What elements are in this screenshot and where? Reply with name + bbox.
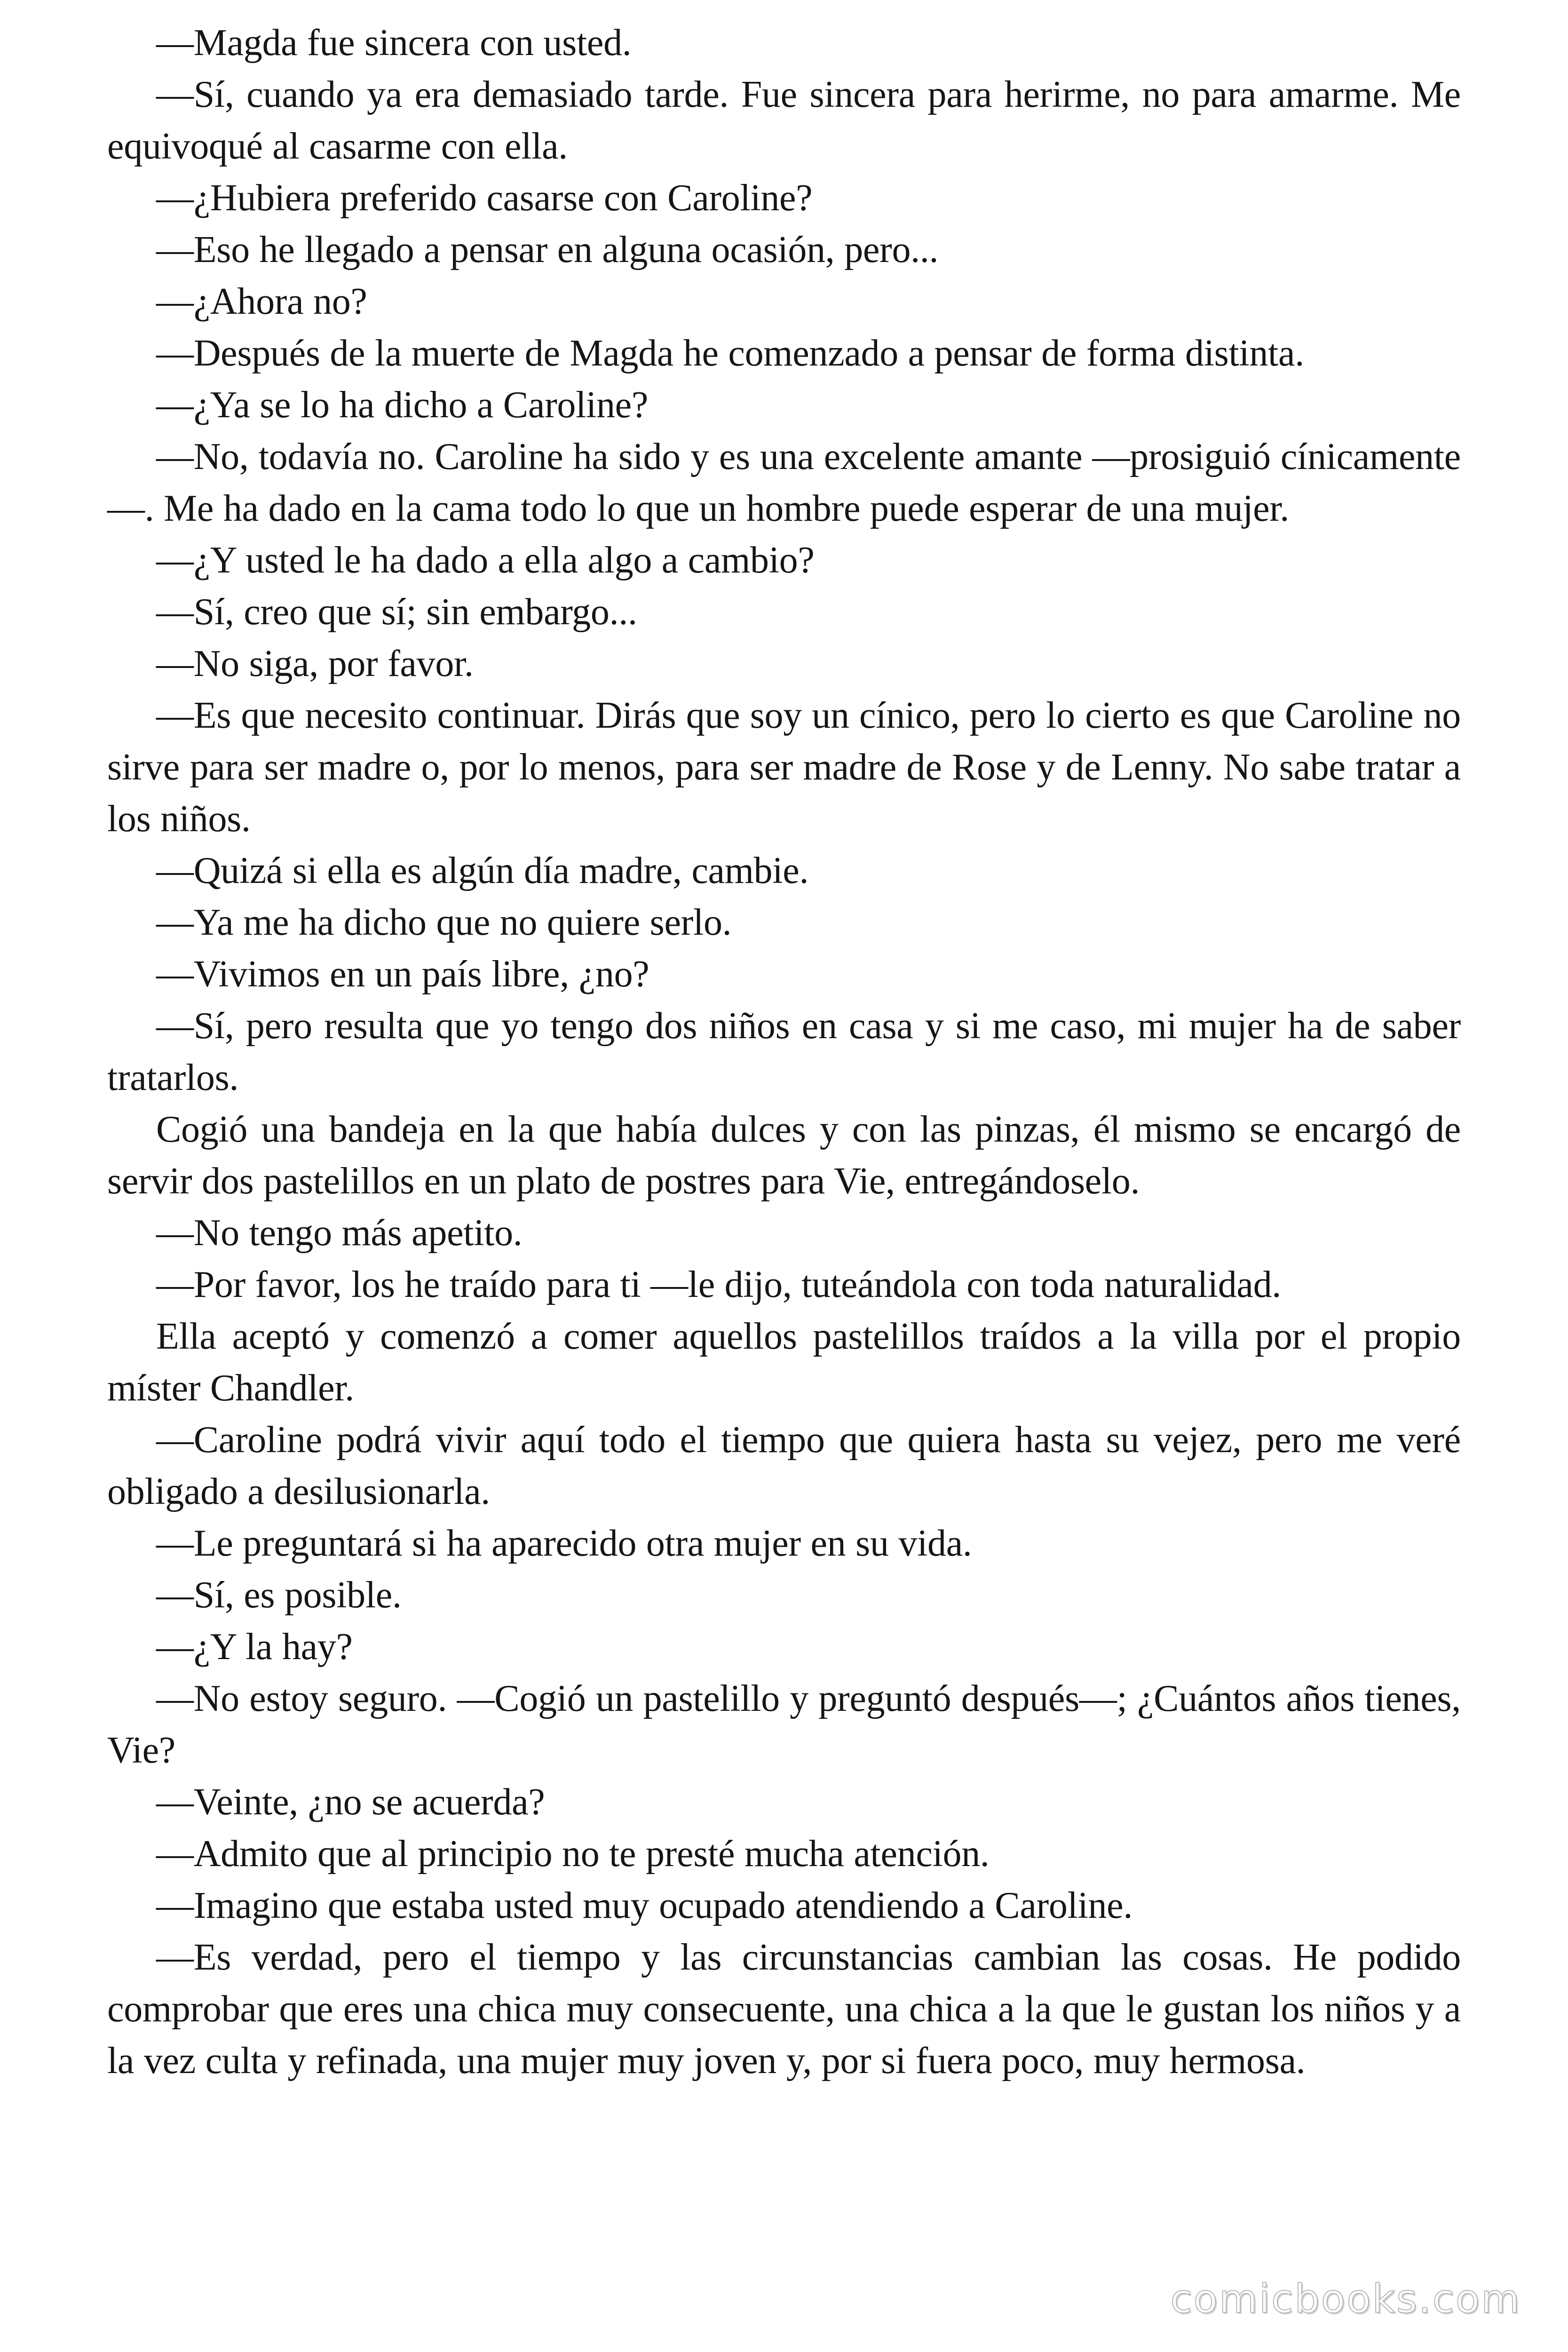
paragraph: —Es que necesito continuar. Dirás que soy un cínico, pero lo cierto es que Caroline no sirve para ser madre o, por lo menos, para ser madre de Rose y de Lenny. No sabe tratar a los niños.	[107, 695, 1461, 840]
paragraph: —Caroline podrá vivir aquí todo el tiempo que quiera hasta su vejez, pero me veré obligado a desilusionarla.	[107, 1419, 1461, 1512]
paragraph: Cogió una bandeja en la que había dulces y con las pinzas, él mismo se encargó de servir dos pastelillos en un plato de postres para Vie, entregándoselo.	[107, 1109, 1461, 1202]
paragraph: —Después de la muerte de Magda he comenzado a pensar de forma distinta.	[156, 333, 1304, 374]
paragraph: —Vivimos en un país libre, ¿no?	[156, 954, 649, 995]
paragraph: —Sí, creo que sí; sin embargo...	[156, 591, 637, 633]
paragraph: —Magda fue sincera con usted.	[156, 22, 632, 64]
paragraph: —Sí, cuando ya era demasiado tarde. Fue sincera para herirme, no para amarme. Me equivoqué al casarme con ella.	[107, 74, 1461, 167]
paragraph: —Quizá si ella es algún día madre, cambie.	[156, 850, 809, 891]
paragraph: —No siga, por favor.	[156, 643, 474, 684]
paragraph: —Es verdad, pero el tiempo y las circunstancias cambian las cosas. He podido comprobar que eres una chica muy consecuente, una chica a la que le gustan los niños y a la vez culta y refinada, una mujer muy joven y, por si fuera poco, muy hermosa.	[107, 1937, 1461, 2082]
book-page-text	[107, 17, 1461, 2087]
paragraph: —No, todavía no. Caroline ha sido y es una excelente amante —prosiguió cínicamente—. Me ha dado en la cama todo lo que un hombre puede esperar de una mujer.	[107, 436, 1461, 529]
paragraph: —Eso he llegado a pensar en alguna ocasión, pero...	[156, 229, 939, 270]
paragraph: —¿Hubiera preferido casarse con Caroline?	[156, 177, 813, 219]
paragraph: —Le preguntará si ha aparecido otra mujer en su vida.	[156, 1523, 972, 1564]
paragraph: —Ya me ha dicho que no quiere serlo.	[156, 902, 732, 943]
watermark: comicbooks.com	[1170, 2276, 1521, 2322]
paragraph: —Sí, pero resulta que yo tengo dos niños en casa y si me caso, mi mujer ha de saber tratarlos.	[107, 1005, 1461, 1098]
paragraph: Ella aceptó y comenzó a comer aquellos pastelillos traídos a la villa por el propio míster Chandler.	[107, 1316, 1461, 1409]
paragraph: —Imagino que estaba usted muy ocupado atendiendo a Caroline.	[156, 1885, 1133, 1926]
paragraph: —¿Ahora no?	[156, 281, 367, 322]
paragraph: —Admito que al principio no te presté mucha atención.	[156, 1833, 990, 1875]
paragraph: —Sí, es posible.	[156, 1574, 402, 1616]
paragraph: —No estoy seguro. —Cogió un pastelillo y preguntó después—; ¿Cuántos años tienes, Vie?	[107, 1678, 1461, 1771]
paragraph: —¿Y usted le ha dado a ella algo a cambio?	[156, 540, 815, 581]
paragraph: —Veinte, ¿no se acuerda?	[156, 1781, 545, 1823]
paragraph: —¿Y la hay?	[156, 1626, 353, 1668]
paragraph: —No tengo más apetito.	[156, 1212, 523, 1254]
paragraph: —Por favor, los he traído para ti —le dijo, tuteándola con toda naturalidad.	[156, 1264, 1281, 1305]
paragraph: —¿Ya se lo ha dicho a Caroline?	[156, 384, 649, 426]
